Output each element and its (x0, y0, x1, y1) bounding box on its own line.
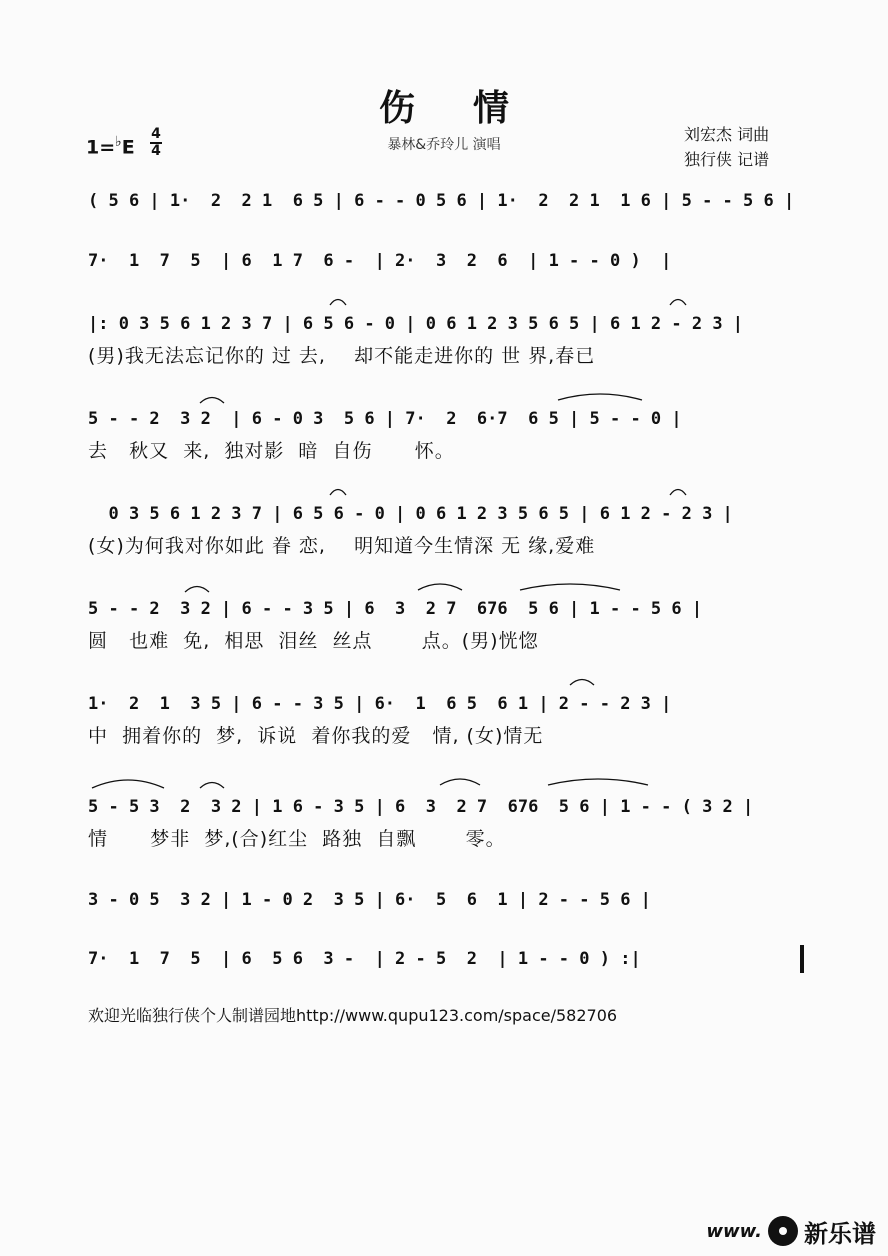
slur-mark (570, 680, 594, 686)
slur-mark (185, 587, 209, 593)
singers-credit: 暴林&乔玲儿 演唱 (387, 137, 501, 153)
final-barline (800, 945, 804, 973)
notation-row-4: 5 - - 2 3 2 | 6 - 0 3 5 6 | 7· 2 6·7 6 5 | 5 - - 0 | (88, 409, 682, 429)
slur-mark (440, 779, 480, 785)
slur-mark (418, 584, 462, 590)
slur-mark (670, 300, 686, 306)
record-disc-icon (768, 1216, 798, 1246)
lyrics-row-3: (男)我无法忘记你的 过 去, 却不能走进你的 世 界,春已 (88, 345, 596, 367)
slur-mark (548, 779, 648, 785)
notation-row-1: ( 5 6 | 1· 2 2 1 6 5 | 6 - - 0 5 6 | 1· 2 2 1 1 6 | 5 - - 5 6 | (88, 191, 795, 211)
lyrics-row-8: 情 梦非 梦,(合)红尘 路独 自飘 零。 (88, 828, 506, 850)
notation-row-5: 0 3 5 6 1 2 3 7 | 6 5 6 - 0 | 0 6 1 2 3 5 6 5 | 6 1 2 - 2 3 | (88, 504, 733, 524)
lyrics-row-4: 去 秋又 来, 独对影 暗 自伤 怀。 (88, 440, 455, 462)
song-title: 伤情 (378, 87, 567, 129)
notator-credit: 独行侠 记谱 (684, 150, 770, 169)
logo-name: 新乐谱 (804, 1219, 876, 1248)
notation-row-9: 3 - 0 5 3 2 | 1 - 0 2 3 5 | 6· 5 6 1 | 2 - - 5 6 | (88, 890, 651, 910)
slur-mark (200, 783, 224, 789)
time-bottom: 4 (151, 143, 161, 159)
slur-mark (200, 398, 224, 404)
logo-url: www. (706, 1220, 762, 1242)
slur-mark (520, 584, 620, 590)
flat-symbol: ♭ (115, 134, 122, 150)
slur-mark (330, 300, 346, 306)
lyrics-row-5: (女)为何我对你如此 眷 恋, 明知道今生情深 无 缘,爱难 (88, 535, 596, 557)
notation-row-6: 5 - - 2 3 2 | 6 - - 3 5 | 6 3 2 7 676 5 6 | 1 - - 5 6 | (88, 599, 703, 619)
key-note: E (121, 136, 135, 159)
slur-mark (92, 780, 164, 788)
slur-mark (330, 490, 346, 496)
composer-credit: 刘宏杰 词曲 (684, 125, 770, 144)
notation-row-7: 1· 2 1 3 5 | 6 - - 3 5 | 6· 1 6 5 6 1 | 2 - - 2 3 | (88, 694, 672, 714)
slur-mark (558, 394, 642, 400)
time-top: 4 (151, 126, 161, 142)
notation-row-10: 7· 1 7 5 | 6 5 6 3 - | 2 - 5 2 | 1 - - 0 ) :| (88, 949, 641, 969)
lyrics-row-7: 中 拥着你的 梦, 诉说 着你我的爱 情, (女)情无 (88, 725, 544, 747)
slur-mark (670, 490, 686, 496)
notation-row-2: 7· 1 7 5 | 6 1 7 6 - | 2· 3 2 6 | 1 - - 0 ) | (88, 251, 672, 271)
site-logo (706, 1214, 876, 1248)
lyrics-row-6: 圆 也难 免, 相思 泪丝 丝点 点。(男)恍惚 (88, 630, 539, 652)
notation-row-8: 5 - 5 3 2 3 2 | 1 6 - 3 5 | 6 3 2 7 676 5 6 | 1 - - ( 3 2 | (88, 797, 754, 817)
footer-credit: 欢迎光临独行侠个人制谱园地http://www.qupu123.com/space/582706 (88, 1006, 618, 1025)
notation-row-3: |: 0 3 5 6 1 2 3 7 | 6 5 6 - 0 | 0 6 1 2 3 5 6 5 | 6 1 2 - 2 3 | (88, 314, 744, 334)
key-prefix: 1= (86, 136, 116, 159)
